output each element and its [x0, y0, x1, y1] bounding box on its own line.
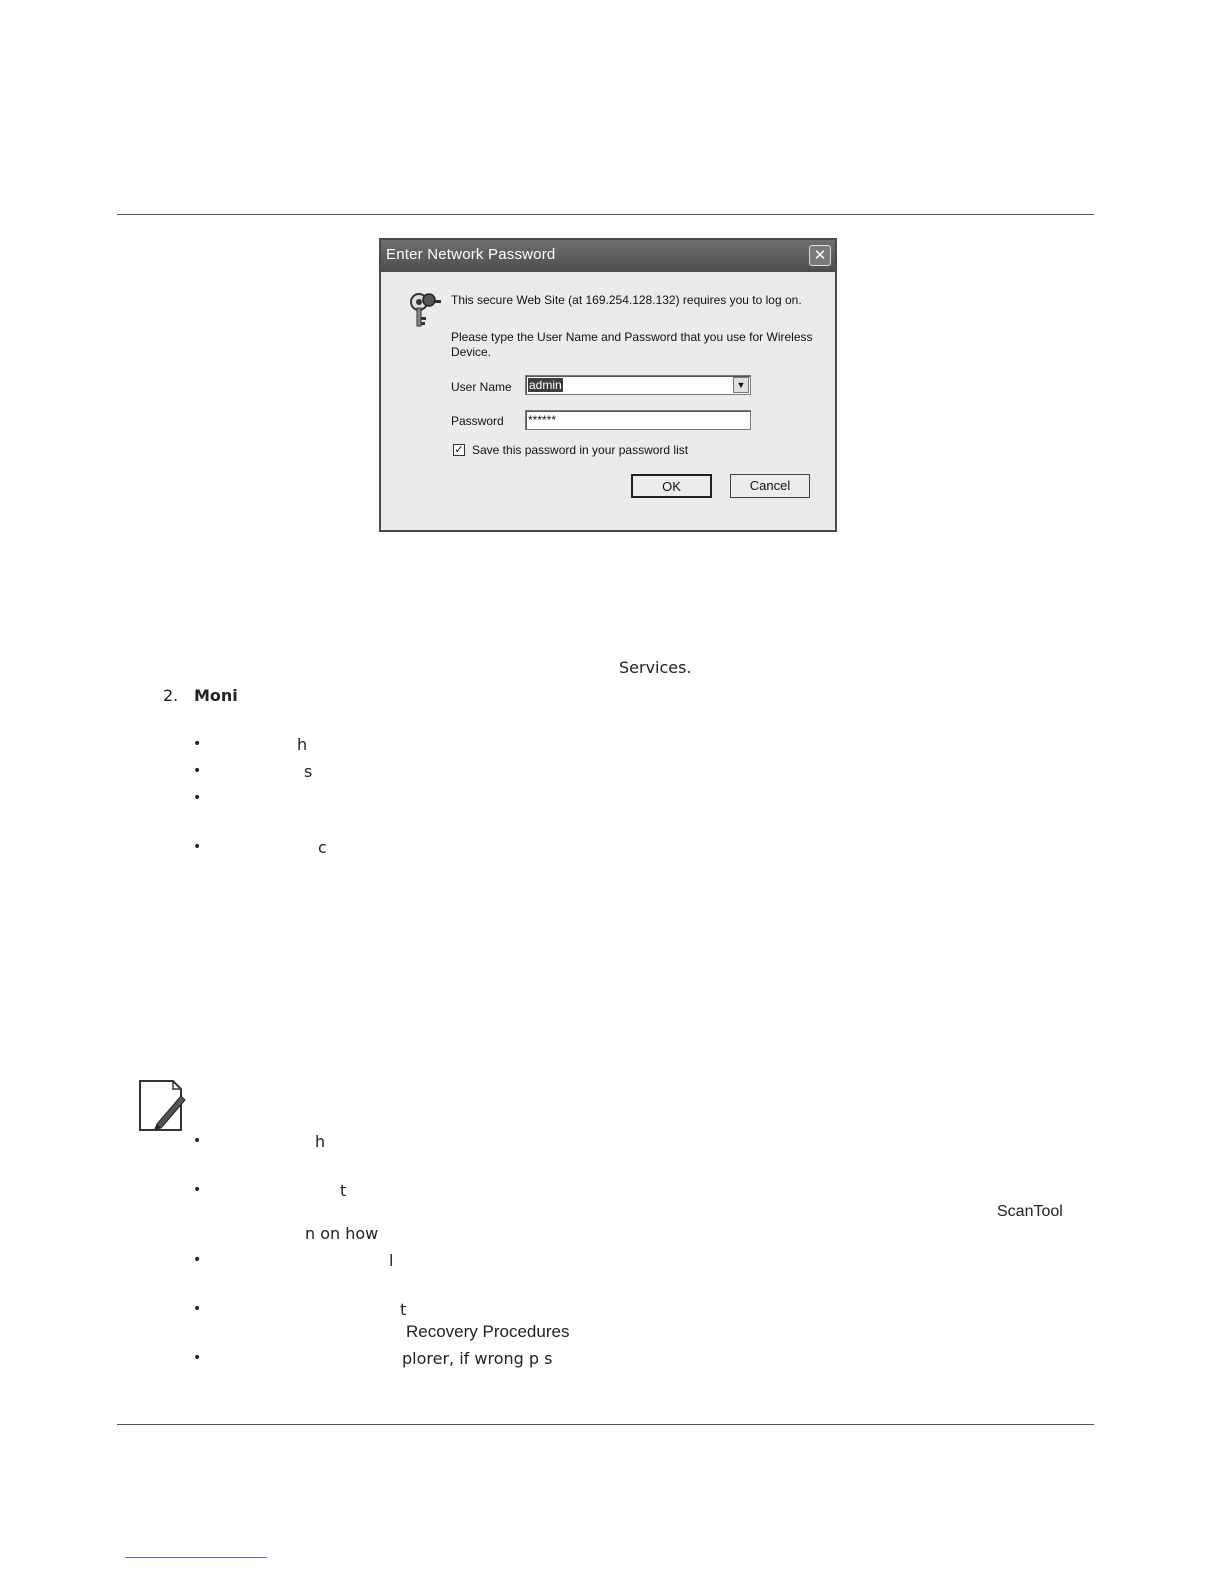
save-password-checkbox[interactable]: ✓ [454, 444, 464, 456]
close-icon[interactable]: ✕ [809, 245, 831, 266]
bullet-marker: • [193, 1133, 202, 1149]
dialog-instruction-line1: Please type the User Name and Password that you use for Wireless [451, 330, 813, 344]
step-title: Moni [194, 686, 238, 705]
header-rule [117, 214, 1094, 215]
scantool-text: ScanTool [997, 1203, 1063, 1220]
bullet-marker: • [193, 1182, 202, 1198]
dialog-instruction-line2: Device. [451, 345, 492, 359]
save-password-label: Save this password in your password list [472, 443, 689, 457]
note-item: l [389, 1251, 394, 1270]
password-label: Password [451, 414, 504, 428]
network-password-dialog [379, 238, 837, 532]
services-text: Services. [619, 658, 692, 677]
ok-button[interactable]: OK [631, 474, 712, 498]
note-item: t [400, 1300, 407, 1319]
bullet-marker: • [193, 1350, 202, 1366]
chevron-down-icon[interactable]: ▼ [733, 377, 749, 393]
note-item: h [315, 1132, 326, 1151]
list-item: s [304, 762, 313, 781]
cancel-button[interactable]: Cancel [730, 474, 810, 498]
dialog-message: This secure Web Site (at 169.254.128.132) requires you to log on. [451, 293, 802, 307]
bullet-marker: • [193, 790, 202, 806]
recovery-procedures-text: Recovery Procedures [406, 1322, 570, 1341]
bullet-marker: • [193, 1252, 202, 1268]
username-label: User Name [451, 380, 512, 394]
password-field[interactable]: ****** [525, 410, 751, 430]
list-item: h [297, 735, 308, 754]
bullet-marker: • [193, 839, 202, 855]
note-item: plorer, if wrong p s [402, 1349, 553, 1368]
list-item: c [318, 838, 327, 857]
username-value: admin [529, 378, 562, 392]
username-combobox[interactable] [525, 375, 751, 395]
dialog-title-bar [381, 240, 835, 272]
bullet-marker: • [193, 763, 202, 779]
keys-icon [405, 290, 443, 330]
bullet-marker: • [193, 736, 202, 752]
note-item-continuation: n on how [305, 1224, 379, 1243]
note-item: t [340, 1181, 347, 1200]
note-pencil-icon [137, 1078, 187, 1134]
dialog-title: Enter Network Password [386, 246, 556, 263]
bullet-marker: • [193, 1301, 202, 1317]
step-number: 2. [163, 686, 179, 705]
footer-rule [117, 1424, 1094, 1425]
footer-link-underline[interactable] [125, 1557, 267, 1558]
